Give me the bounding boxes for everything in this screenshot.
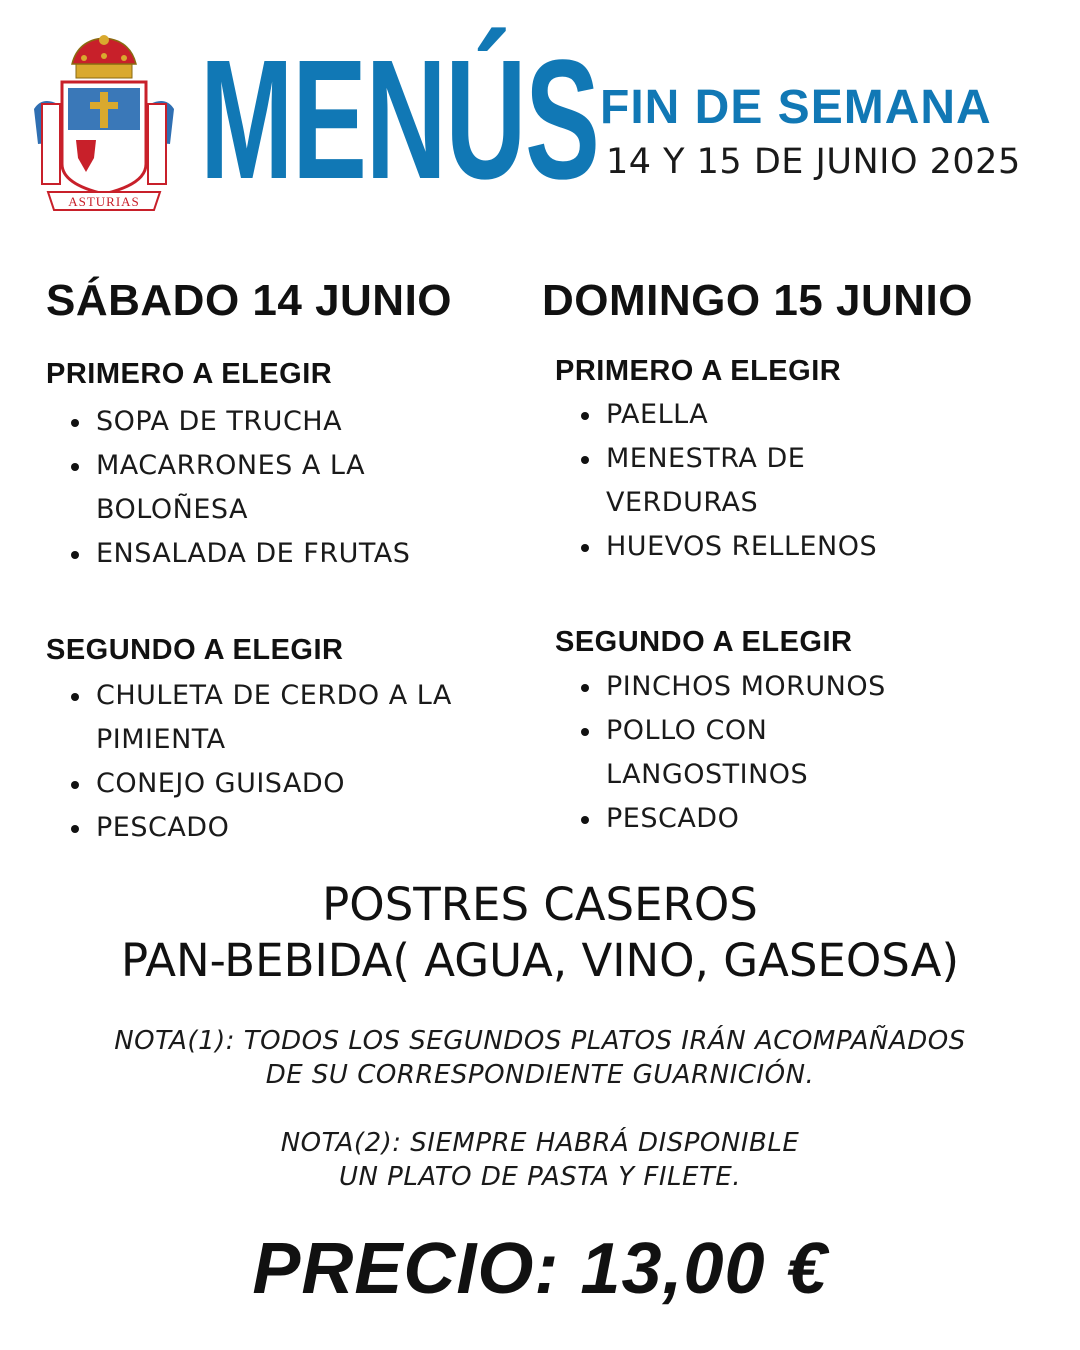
list-item: PAELLA xyxy=(576,393,877,437)
list-item: MACARRONES A LA xyxy=(66,444,410,488)
list-item: PESCADO xyxy=(66,806,452,850)
saturday-first-course-title: PRIMERO A ELEGIR xyxy=(46,358,333,390)
page-title: MENÚS xyxy=(200,25,599,215)
sunday-title: DOMINGO 15 JUNIO xyxy=(542,276,973,325)
nota-1-line-2: DE SU CORRESPONDIENTE GUARNICIÓN. xyxy=(265,1060,815,1090)
sunday-second-course-list xyxy=(576,665,886,841)
sunday-second-course-title: SEGUNDO A ELEGIR xyxy=(555,626,853,658)
list-item-continuation: PIMIENTA xyxy=(96,724,226,755)
saturday-second-course-list xyxy=(66,674,452,850)
sunday-first-course-list xyxy=(576,393,877,569)
postres-line: POSTRES CASEROS xyxy=(322,878,758,931)
list-item: HUEVOS RELLENOS xyxy=(576,525,877,569)
price: PRECIO: 13,00 € xyxy=(252,1229,828,1309)
svg-text:ASTURIAS: ASTURIAS xyxy=(68,194,140,209)
list-item: SOPA DE TRUCHA xyxy=(66,400,410,444)
list-item: MENESTRA DE xyxy=(576,437,877,481)
bebida-line: PAN-BEBIDA( AGUA, VINO, GASEOSA) xyxy=(120,934,960,987)
nota-2-line-2: UN PLATO DE PASTA Y FILETE. xyxy=(338,1162,742,1192)
casa-asturias-leon-logo xyxy=(28,34,180,214)
list-item: CONEJO GUISADO xyxy=(66,762,452,806)
nota-2 xyxy=(0,1126,1080,1194)
list-item-continuation: LANGOSTINOS xyxy=(606,759,809,790)
event-dates: 14 Y 15 DE JUNIO 2025 xyxy=(606,142,1021,182)
list-item: ENSALADA DE FRUTAS xyxy=(66,532,410,576)
list-item-continuation: VERDURAS xyxy=(606,487,759,518)
crest-icon xyxy=(28,34,180,214)
saturday-first-course-list xyxy=(66,400,410,576)
saturday-second-course-title: SEGUNDO A ELEGIR xyxy=(46,634,344,666)
page-subtitle: FIN DE SEMANA xyxy=(600,81,992,134)
sunday-first-course-title: PRIMERO A ELEGIR xyxy=(555,355,842,387)
list-item: POLLO CON xyxy=(576,709,886,753)
list-item-continuation: BOLOÑESA xyxy=(96,494,248,525)
nota-1 xyxy=(0,1024,1080,1092)
nota-2-line-1: NOTA(2): SIEMPRE HABRÁ DISPONIBLE xyxy=(280,1128,800,1158)
list-item: PESCADO xyxy=(576,797,886,841)
saturday-title: SÁBADO 14 JUNIO xyxy=(46,276,453,325)
nota-1-line-1: NOTA(1): TODOS LOS SEGUNDOS PLATOS IRÁN ACOMPAÑADOS xyxy=(114,1026,966,1056)
list-item: CHULETA DE CERDO A LA xyxy=(66,674,452,718)
list-item: PINCHOS MORUNOS xyxy=(576,665,886,709)
